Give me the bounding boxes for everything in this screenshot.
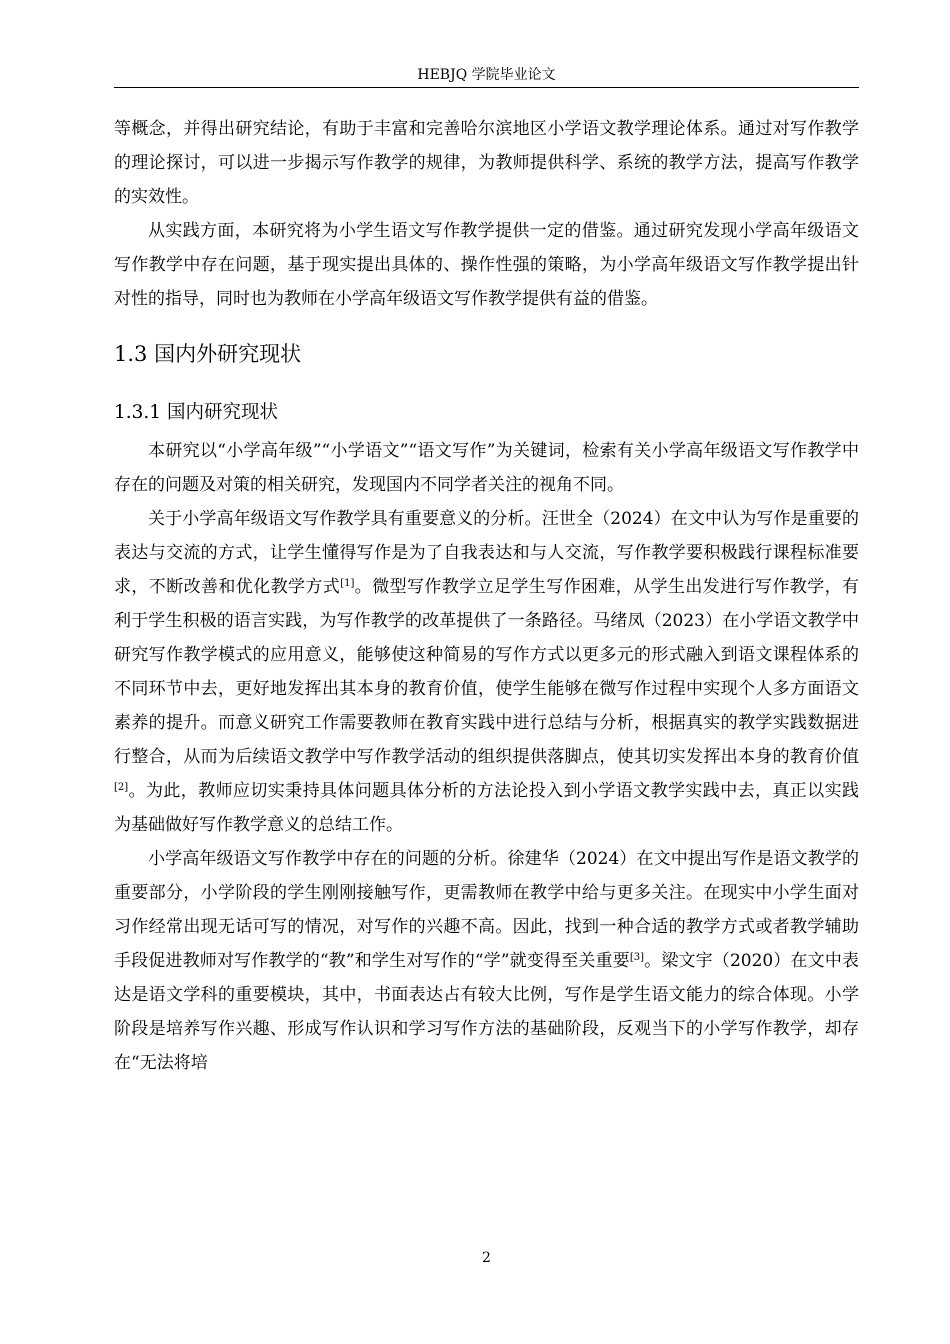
citation-ref: [1] bbox=[340, 578, 355, 589]
header-rule bbox=[114, 87, 859, 88]
paragraph-text: 。梁文宇（2020）在文中表达是语文学科的重要模块，其中，书面表达占有较大比例，写作是学生语文能力的综合体现。小学阶段是培养写作兴趣、形成写作认识和学习写作方法的基础阶段，反观当下的小学写作教学，却存在“无法将培 bbox=[114, 951, 860, 1073]
paragraph-text: 。为此，教师应切实秉持具体问题具体分析的方法论投入到小学语文教学实践中去，真正以实践为基础做好写作教学意义的总结工作。 bbox=[114, 781, 859, 835]
paragraph-text: 小学高年级语文写作教学中存在的问题的分析。徐建华（2024）在文中提出写作是语文教学的重要部分，小学阶段的学生刚刚接触写作，更需教师在教学中给与更多关注。在现实中小学生面对习作经常出现无话可写的情况，对写作的兴趣不高。因此，找到一种合适的教学方式或者教学辅助手段促进教师对写作教学的“教”和学生对写作的“学”就变得至关重要 bbox=[114, 849, 859, 971]
paragraph-keywords: 本研究以“小学高年级”“小学语文”“语文写作”为关键词，检索有关小学高年级语文写作教学中存在的问题及对策的相关研究，发现国内不同学者关注的视角不同。 bbox=[114, 441, 859, 495]
document-body bbox=[114, 112, 859, 1080]
citation-ref: [3] bbox=[629, 952, 644, 963]
subsection-heading: 1.3.1 国内研究现状 bbox=[114, 402, 278, 423]
paragraph-text: 关于小学高年级语文写作教学具有重要意义的分析。汪世全（2024）在文中认为写作是重要的表达与交流的方式，让学生懂得写作是为了自我表达和与人交流，写作教学要积极践行课程标准要求，不断改善和优化教学方式 bbox=[114, 509, 859, 597]
paragraph-practice: 从实践方面，本研究将为小学生语文写作教学提供一定的借鉴。通过研究发现小学高年级语文写作教学中存在问题，基于现实提出具体的、操作性强的策略，为小学高年级语文写作教学提出针对性的指导，同时也为教师在小学高年级语文写作教学提供有益的借鉴。 bbox=[114, 221, 859, 309]
paragraph-continued: 等概念，并得出研究结论，有助于丰富和完善哈尔滨地区小学语文教学理论体系。通过对写作教学的理论探讨，可以进一步揭示写作教学的规律，为教师提供科学、系统的教学方法，提高写作教学的实效性。 bbox=[114, 119, 859, 207]
running-header: HEBJQ 学院毕业论文 bbox=[417, 67, 556, 83]
citation-ref: [2] bbox=[114, 782, 129, 793]
page-number: 2 bbox=[482, 1250, 491, 1266]
paragraph-significance bbox=[114, 502, 859, 842]
section-heading: 1.3 国内外研究现状 bbox=[114, 342, 302, 366]
paragraph-problems bbox=[114, 842, 859, 1080]
paragraph-text: 。微型写作教学立足学生写作困难，从学生出发进行写作教学，有利于学生积极的语言实践，为写作教学的改革提供了一条路径。马绪凤（2023）在小学语文教学中研究写作教学模式的应用意义，能够使这种简易的写作方式以更多元的形式融入到语文课程体系的不同环节中去，更好地发挥出其本身的教育价值，使学生能够在微写作过程中实现个人多方面语文素养的提升。而意义研究工作需要教师在教育实践中进行总结与分析，根据真实的教学实践数据进行整合，从而为后续语文教学中写作教学活动的组织提供落脚点，使其切实发挥出本身的教育价值 bbox=[114, 577, 860, 767]
